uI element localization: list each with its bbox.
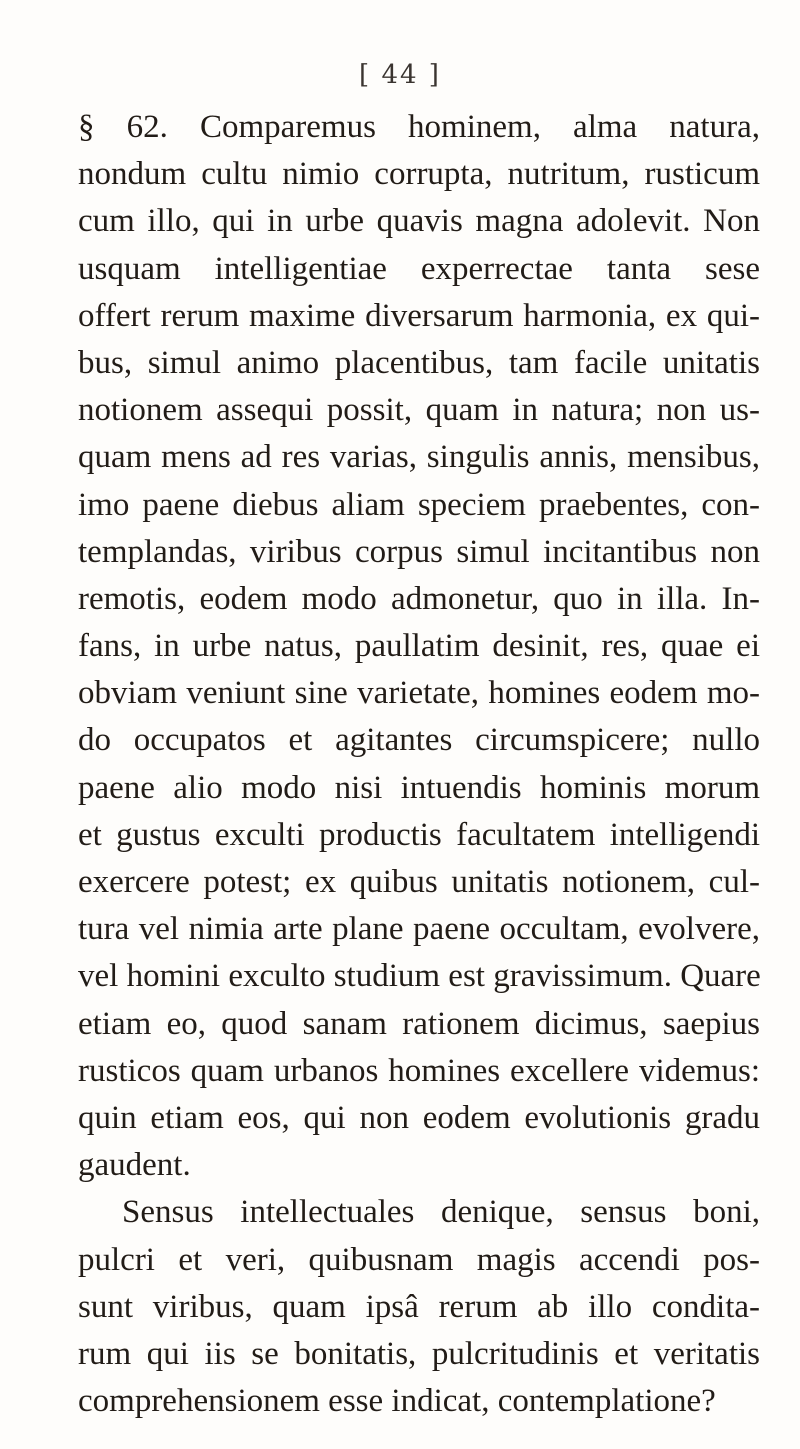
text-line: etiam eo, quod sanam rationem dicimus, saepius <box>78 1005 760 1042</box>
text-line: rusticos quam urbanos homines excellere videmus: <box>78 1052 760 1089</box>
text-line: comprehensionem esse indicat, contemplatione? <box>78 1383 716 1420</box>
text-line: remotis, eodem modo admonetur, quo in illa. In- <box>78 580 760 617</box>
text-line: usquam intelligentiae experrectae tanta sese <box>78 250 760 287</box>
text-line: bus, simul animo placentibus, tam facile unitatis <box>78 344 760 381</box>
text-line: quin etiam eos, qui non eodem evolutionis gradu <box>78 1099 760 1136</box>
text-line: § 62. Comparemus hominem, alma natura, <box>78 109 760 145</box>
text-line: tura vel nimia arte plane paene occultam, evolvere, <box>78 911 760 948</box>
text-line: vel homini exculto studium est gravissimum. Quare <box>78 958 761 995</box>
text-line: cum illo, qui in urbe quavis magna adolevit. Non <box>78 203 760 240</box>
body-text <box>78 104 760 1425</box>
text-line: sunt viribus, quam ipsâ rerum ab illo condita- <box>78 1288 760 1325</box>
text-line: pulcri et veri, quibusnam magis accendi pos- <box>78 1241 760 1278</box>
text-line: exercere potest; ex quibus unitatis notionem, cul- <box>78 864 760 900</box>
text-line: rum qui iis se bonitatis, pulcritudinis et veritatis <box>78 1335 760 1372</box>
text-line: imo paene diebus aliam speciem praebentes, con- <box>78 486 760 523</box>
text-line: et gustus exculti productis facultatem intelligendi <box>78 816 760 853</box>
text-line: do occupatos et agitantes circumspicere; nullo <box>78 722 760 759</box>
text-line: templandas, viribus corpus simul incitantibus non <box>78 533 760 570</box>
text-line: paene alio modo nisi intuendis hominis morum <box>78 769 760 806</box>
text-line: obviam veniunt sine varietate, homines eodem mo- <box>78 675 760 712</box>
text-line: notionem assequi possit, quam in natura; non us- <box>78 392 760 429</box>
text-line: nondum cultu nimio corrupta, nutritum, rusticum <box>78 156 760 193</box>
text-line: Sensus intellectuales denique, sensus boni, <box>122 1194 760 1231</box>
text-line: quam mens ad res varias, singulis annis, mensibus, <box>78 439 760 476</box>
text-line: offert rerum maxime diversarum harmonia, ex qui- <box>78 297 760 334</box>
page-number: [ 44 ] <box>359 60 441 90</box>
text-line: fans, in urbe natus, paullatim desinit, res, quae ei <box>78 628 760 665</box>
text-line: gaudent. <box>78 1147 191 1184</box>
